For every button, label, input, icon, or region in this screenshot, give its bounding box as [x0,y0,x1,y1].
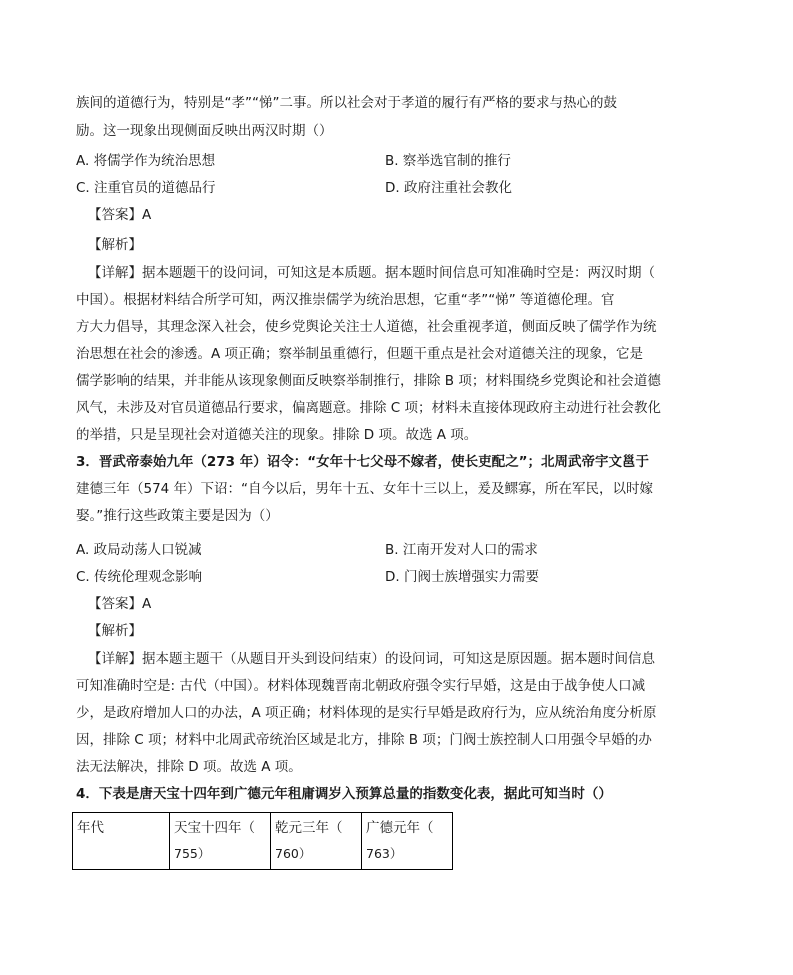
q3-analysis-line: 【详解】据本题主题干（从题目开头到设问结束）的设问词，可知这是原因题。据本题时间信息 [88,651,655,667]
q2-analysis-line: 风气，未涉及对官员道德品行要求，偏离题意。排除 C 项；材料未直接体现政府主动进行社会教化 [76,400,662,416]
q3-analysis-label: 【解析】 [88,623,142,639]
table-cell-top: 天宝十四年（ [174,820,255,836]
q2-option-c: C. 注重官员的道德品行 [76,180,216,196]
table-cell-bottom: 763） [366,846,403,861]
q3-option-d: D. 门阀士族增强实力需要 [385,569,539,585]
q2-analysis-label: 【解析】 [88,237,142,253]
q2-option-d: D. 政府注重社会教化 [385,180,512,196]
table-cell [271,813,362,870]
q4-data-table [72,812,453,870]
q3-stem-line-1: 3．晋武帝泰始九年（273 年）诏令：“女年十七父母不嫁者，使长吏配之”；北周武帝宇文邕于 [76,454,650,470]
q3-option-b: B. 江南开发对人口的需求 [385,542,538,558]
q2-option-a: A. 将儒学作为统治思想 [76,153,216,169]
q2-analysis-line: 的举措，只是呈现社会对道德关注的现象。排除 D 项。故选 A 项。 [76,427,478,443]
q2-analysis-line: 儒学影响的结果，并非能从该现象侧面反映察举制推行，排除 B 项；材料围绕乡党舆论和社会道德 [76,373,661,389]
q3-analysis-line: 因，排除 C 项；材料中北周武帝统治区域是北方，排除 B 项；门阀士族控制人口用强令早婚的办 [76,732,652,748]
q3-answer: 【答案】A [88,596,152,612]
table-header-cell [73,813,170,870]
q2-option-b: B. 察举选官制的推行 [385,153,511,169]
table-cell-bottom: 755） [174,846,211,861]
q4-stem: 4．下表是唐天宝十四年到广德元年租庸调岁入预算总量的指数变化表，据此可知当时（） [76,786,612,802]
table-row [73,813,453,870]
q2-analysis-line: 【详解】据本题题干的设问词，可知这是本质题。据本题时间信息可知准确时空是：两汉时期（ [88,265,655,281]
q3-stem-line-3: 娶。”推行这些政策主要是因为（） [76,508,279,524]
q2-analysis-line: 中国）。根据材料结合所学可知，两汉推崇儒学为统治思想，它重“孝”“悌” 等道德伦理。官 [76,292,615,308]
table-cell-bottom: 760） [275,846,312,861]
q3-option-c: C. 传统伦理观念影响 [76,569,203,585]
q3-option-a: A. 政局动荡人口锐减 [76,542,202,558]
table-header-label: 年代 [77,820,104,836]
q3-analysis-line: 法无法解决，排除 D 项。故选 A 项。 [76,759,302,775]
q2-stem-line-2: 励。这一现象出现侧面反映出两汉时期（） [76,123,333,139]
q2-stem-line-1: 族间的道德行为，特别是“孝”“悌”二事。所以社会对于孝道的履行有严格的要求与热心的鼓 [76,95,617,111]
q3-stem-line-2: 建德三年（574 年）下诏：“自今以后，男年十五、女年十三以上，爰及鳏寡，所在军民，以时嫁 [76,481,654,497]
table-cell-top: 乾元三年（ [275,820,343,836]
q2-analysis-line: 方大力倡导，其理念深入社会，使乡党舆论关注士人道德，社会重视孝道，侧面反映了儒学作为统 [76,319,657,335]
q3-analysis-line: 可知准确时空是: 古代（中国）。材料体现魏晋南北朝政府强令实行早婚，这是由于战争使人口减 [76,678,646,694]
table-cell [362,813,453,870]
table-cell [170,813,271,870]
table-cell-top: 广德元年（ [366,820,434,836]
q2-analysis-line: 治思想在社会的渗透。A 项正确；察举制虽重德行，但题干重点是社会对道德关注的现象，它是 [76,346,644,362]
q3-analysis-line: 少，是政府增加人口的办法，A 项正确；材料体现的是实行早婚是政府行为，应从统治角度分析原 [76,705,657,721]
q2-answer: 【答案】A [88,207,152,223]
